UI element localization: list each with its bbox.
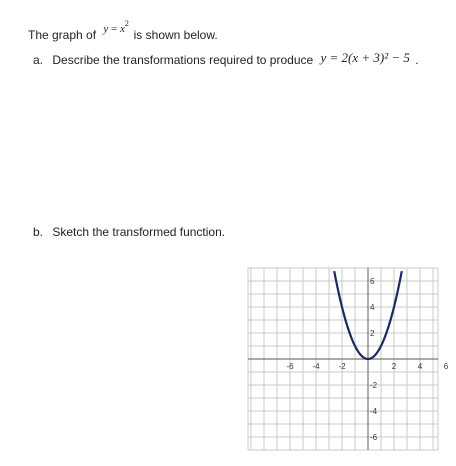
part-b-line	[33, 225, 225, 239]
x-tick-label: 6	[443, 362, 449, 371]
x-tick-label: -6	[286, 362, 294, 371]
x-tick-label: 4	[417, 362, 423, 371]
part-a-letter: a.	[33, 53, 44, 67]
y-tick-label: 2	[370, 329, 375, 338]
x-tick-label: -2	[338, 362, 346, 371]
y-tick-label: -6	[370, 433, 378, 442]
intro-prefix: The graph of	[28, 28, 97, 42]
part-a-text: Describe the transformations required to produce	[52, 53, 314, 67]
part-a-period: .	[415, 53, 419, 67]
intro-equation: $y = x^2$	[103, 19, 129, 35]
y-tick-label: -4	[370, 407, 378, 416]
x-tick-label: -4	[312, 362, 320, 371]
y-tick-label: 4	[370, 303, 375, 312]
coordinate-grid-chart	[240, 258, 450, 456]
part-b-text: Sketch the transformed function.	[52, 225, 226, 239]
part-b-letter: b.	[33, 225, 44, 239]
y-tick-label: -2	[370, 381, 378, 390]
intro-suffix: is shown below.	[133, 28, 218, 42]
part-a-line	[33, 52, 419, 68]
part-a-equation: y = 2(x + 3)² − 5	[320, 50, 410, 65]
x-tick-label: 2	[391, 362, 397, 371]
intro-line	[28, 19, 218, 42]
y-tick-label: 6	[370, 277, 375, 286]
